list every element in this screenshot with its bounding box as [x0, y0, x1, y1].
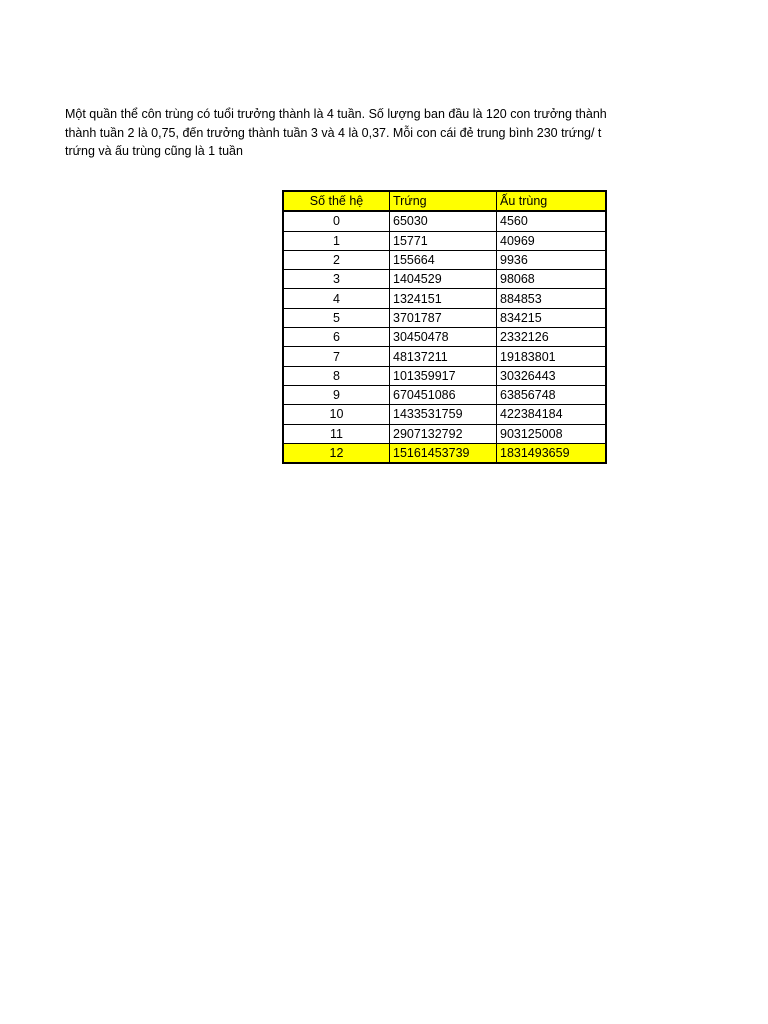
header-eggs: Trứng	[390, 191, 497, 211]
cell-larvae: 4560	[497, 211, 607, 231]
cell-eggs: 670451086	[390, 385, 497, 404]
cell-generation: 5	[283, 308, 390, 327]
cell-larvae: 422384184	[497, 405, 607, 424]
cell-generation: 4	[283, 289, 390, 308]
table-row	[283, 231, 606, 250]
highlighted-row	[283, 443, 606, 463]
header-larvae: Ấu trùng	[497, 191, 607, 211]
cell-larvae: 30326443	[497, 366, 607, 385]
table-row	[283, 308, 606, 327]
cell-larvae: 1831493659	[497, 443, 607, 463]
cell-generation: 1	[283, 231, 390, 250]
cell-larvae: 19183801	[497, 347, 607, 366]
intro-line: Một quần thể côn trùng có tuổi trưởng thành là 4 tuần. Số lượng ban đầu là 120 con trưởng thành	[65, 107, 607, 121]
cell-generation: 10	[283, 405, 390, 424]
cell-larvae: 63856748	[497, 385, 607, 404]
generation-table	[282, 190, 607, 464]
cell-larvae: 98068	[497, 270, 607, 289]
cell-generation: 9	[283, 385, 390, 404]
cell-generation: 12	[283, 443, 390, 463]
cell-generation: 2	[283, 250, 390, 269]
cell-eggs: 155664	[390, 250, 497, 269]
cell-eggs: 3701787	[390, 308, 497, 327]
cell-eggs: 15161453739	[390, 443, 497, 463]
cell-eggs: 15771	[390, 231, 497, 250]
table-row	[283, 250, 606, 269]
cell-generation: 7	[283, 347, 390, 366]
cell-larvae: 40969	[497, 231, 607, 250]
cell-generation: 0	[283, 211, 390, 231]
cell-generation: 6	[283, 328, 390, 347]
cell-eggs: 1404529	[390, 270, 497, 289]
cell-eggs: 48137211	[390, 347, 497, 366]
table-row	[283, 366, 606, 385]
cell-larvae: 834215	[497, 308, 607, 327]
cell-generation: 8	[283, 366, 390, 385]
table-row	[283, 385, 606, 404]
cell-eggs: 1324151	[390, 289, 497, 308]
table-row	[283, 424, 606, 443]
cell-eggs: 2907132792	[390, 424, 497, 443]
header-row	[283, 191, 606, 211]
cell-larvae: 2332126	[497, 328, 607, 347]
intro-line: thành tuần 2 là 0,75, đến trưởng thành tuần 3 và 4 là 0,37. Mỗi con cái đẻ trung bình 230 trứng/ t	[65, 125, 602, 140]
cell-larvae: 884853	[497, 289, 607, 308]
cell-larvae: 903125008	[497, 424, 607, 443]
intro-line: trứng và ấu trùng cũng là 1 tuần	[65, 144, 243, 158]
table-row	[283, 211, 606, 231]
cell-generation: 3	[283, 270, 390, 289]
table-row	[283, 328, 606, 347]
cell-eggs: 101359917	[390, 366, 497, 385]
table-row	[283, 270, 606, 289]
cell-eggs: 30450478	[390, 328, 497, 347]
intro-text	[65, 105, 613, 161]
cell-larvae: 9936	[497, 250, 607, 269]
header-generation: Số thế hệ	[283, 191, 390, 211]
cell-eggs: 1433531759	[390, 405, 497, 424]
table-row	[283, 405, 606, 424]
cell-eggs: 65030	[390, 211, 497, 231]
table-row	[283, 289, 606, 308]
cell-generation: 11	[283, 424, 390, 443]
table-row	[283, 347, 606, 366]
